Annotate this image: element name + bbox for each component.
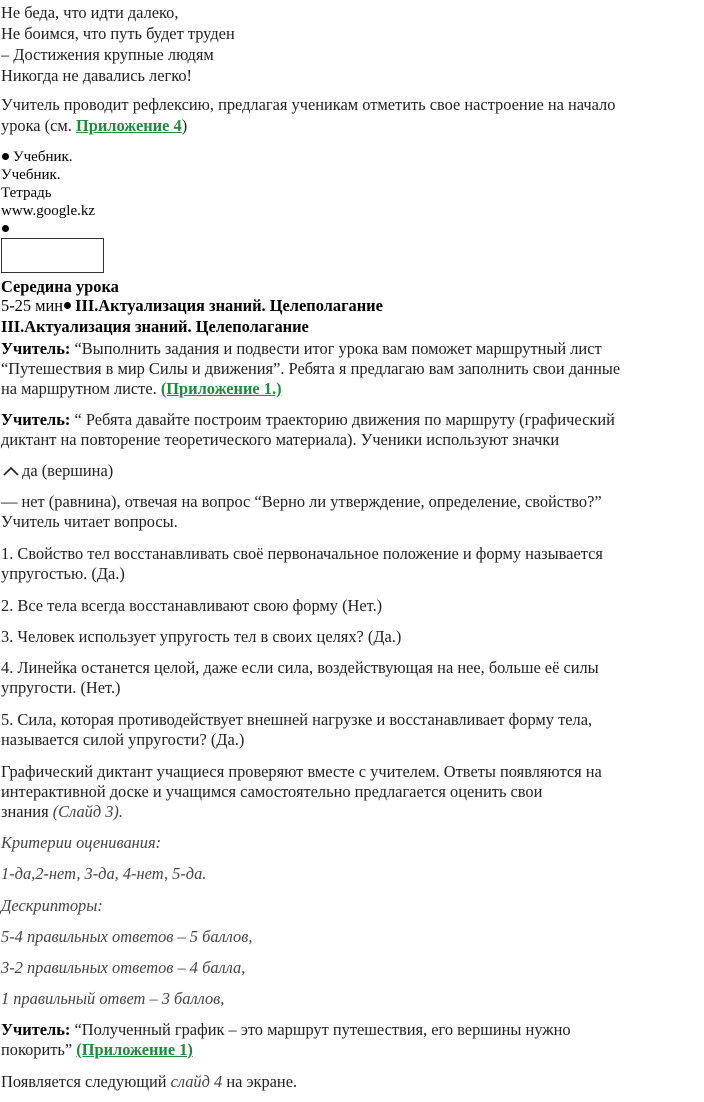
teacher-instruction: на маршрутном листе. (Приложение 1.): [1, 379, 282, 398]
question-item: упругости. (Нет.): [1, 678, 121, 697]
descriptor-item: 3-2 правильных ответов – 4 балла,: [1, 958, 246, 977]
poem-line: – Достижения крупные людям: [1, 45, 214, 64]
criteria-answers: 1-да,2-нет, 3-да, 4-нет, 5-да.: [1, 864, 207, 883]
reflection-text: Учитель проводит рефлексию, предлагая ученикам отметить свое настроение на начало: [1, 95, 616, 114]
resource-item: Учебник.: [1, 167, 61, 183]
resource-bullet-item: Учебник.: [1, 148, 73, 166]
empty-bullet: [1, 220, 13, 238]
criteria-title: Критерии оценивания:: [1, 833, 162, 852]
poem-line: Не беда, что идти далеко,: [1, 3, 179, 22]
resource-link[interactable]: www.google.kz: [1, 203, 96, 219]
teacher-instruction: Учитель: “Выполнить задания и подвести итог урока вам поможет маршрутный лист: [1, 339, 602, 358]
poem-line: Никогда не давались легко!: [1, 66, 193, 85]
question-item: 4. Линейка останется целой, даже если сила, воздействующая на нее, больше её силы: [1, 658, 599, 677]
appendix-1-link[interactable]: (Приложение 1.): [160, 379, 282, 398]
empty-input-box[interactable]: [1, 238, 104, 273]
stage-heading-repeat: III.Актуализация знаний. Целеполагание: [1, 317, 309, 336]
sign-no: — нет (равнина), отвечая на вопрос “Верно ли утверждение, определение, свойство?”: [1, 492, 602, 511]
question-item: упругостью. (Да.): [1, 564, 125, 583]
caret-up-icon: [3, 466, 19, 476]
bullet-icon: [2, 153, 9, 160]
bullet-icon: [2, 225, 9, 232]
question-item: 2. Все тела всегда восстанавливают свою форму (Нет.): [1, 596, 383, 615]
check-text: интерактивной доске и учащимся самостоятельно предлагается оценить свои: [1, 782, 543, 801]
descriptor-item: 5-4 правильных ответов – 5 баллов,: [1, 927, 253, 946]
resource-item: Тетрадь: [1, 185, 52, 201]
teacher-instruction: Учитель: “Полученный график – это маршрут путешествия, его вершины нужно: [1, 1020, 571, 1039]
reflection-text: урока (см. Приложение 4): [1, 116, 188, 135]
teacher-instruction: “Путешествия в мир Силы и движения”. Ребята я предлагаю вам заполнить свои данные: [1, 359, 621, 378]
check-text: Графический диктант учащиеся проверяют вместе с учителем. Ответы появляются на: [1, 762, 602, 781]
question-item: 1. Свойство тел восстанавливать своё первоначальное положение и форму называется: [1, 544, 603, 563]
teacher-instruction: покорить” (Приложение 1): [1, 1040, 193, 1059]
poem-line: Не боимся, что путь будет труден: [1, 24, 235, 43]
check-text: знания (Слайд 3).: [1, 802, 123, 821]
teacher-instruction: диктант на повторение теоретического материала). Ученики используют значки: [1, 430, 560, 449]
question-item: называется силой упругости? (Да.): [1, 730, 245, 749]
final-text: Появляется следующий слайд 4 на экране.: [1, 1072, 298, 1091]
sign-yes: да (вершина): [1, 461, 113, 480]
descriptor-item: 1 правильный ответ – 3 баллов,: [1, 989, 225, 1008]
appendix-4-link[interactable]: Приложение 4: [75, 116, 182, 135]
appendix-1-link[interactable]: (Приложение 1): [76, 1040, 193, 1059]
question-item: 5. Сила, которая противодействует внешней нагрузке и восстанавливает форму тела,: [1, 710, 593, 729]
bullet-icon: [64, 302, 71, 309]
teacher-instruction: Учитель: “ Ребята давайте построим траекторию движения по маршруту (графический: [1, 410, 615, 429]
stage-heading: 5-25 мин III.Актуализация знаний. Целеполагание: [1, 296, 383, 315]
section-title: Середина урока: [1, 277, 119, 296]
question-item: 3. Человек использует упругость тел в своих целях? (Да.): [1, 627, 402, 646]
descriptors-title: Дескрипторы:: [1, 896, 103, 915]
sign-note: Учитель читает вопросы.: [1, 512, 178, 531]
